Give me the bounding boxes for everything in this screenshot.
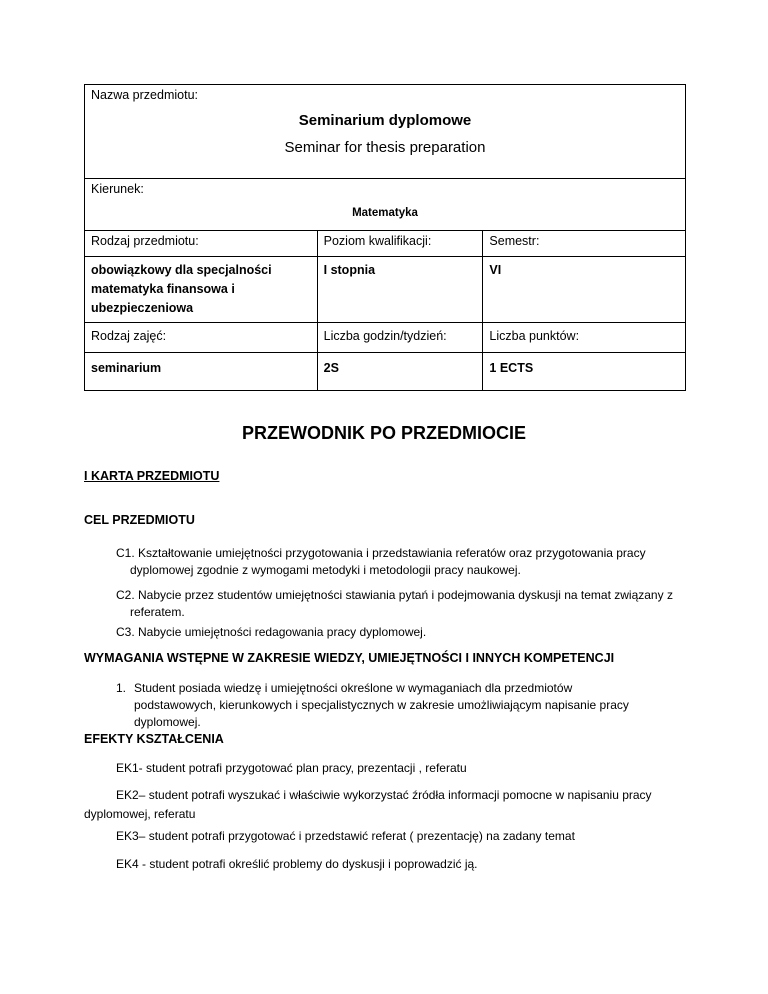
semester-value: VI xyxy=(483,257,686,323)
points-label: Liczba punktów: xyxy=(483,323,686,353)
level-label: Poziom kwalifikacji: xyxy=(317,231,483,257)
class-type-label: Rodzaj zajęć: xyxy=(85,323,318,353)
course-subtitle: Seminar for thesis preparation xyxy=(284,139,486,156)
type-label: Rodzaj przedmiotu: xyxy=(85,231,318,257)
hours-label: Liczba godzin/tydzień: xyxy=(317,323,483,353)
hours-value: 2S xyxy=(317,353,483,391)
goal-c1: C1. Kształtowanie umiejętności przygotowania i przedstawiania referatów oraz przygotowania pracy dyplomowej zgodnie z wymogami metodyki i metodologii pracy naukowej. xyxy=(116,546,646,577)
level-value: I stopnia xyxy=(317,257,483,323)
course-title: Seminarium dyplomowe xyxy=(298,112,472,129)
outcome-ek4: EK4 - student potrafi określić problemy do dyskusji i poprowadzić ją. xyxy=(116,857,478,871)
requirements-heading: WYMAGANIA WSTĘPNE W ZAKRESIE WIEDZY, UMIEJĘTNOŚCI I INNYCH KOMPETENCJI xyxy=(84,651,615,665)
semester-label: Semestr: xyxy=(483,231,686,257)
points-value: 1 ECTS xyxy=(483,353,686,391)
course-name-cell xyxy=(85,85,686,179)
goal-c2: C2. Nabycie przez studentów umiejętności stawiania pytań i podejmowania dyskusji na temat związany z referatem. xyxy=(116,588,673,619)
course-name-label: Nazwa przedmiotu: xyxy=(91,88,198,102)
major-label: Kierunek: xyxy=(91,182,144,196)
goal-c3: C3. Nabycie umiejętności redagowania pracy dyplomowej. xyxy=(116,625,427,639)
outcome-ek2: EK2– student potrafi wyszukać i właściwie wykorzystać źródła informacji pomocne w napisaniu pracy dyplomowej, referatu xyxy=(84,788,652,821)
major-value: Matematyka xyxy=(352,207,418,219)
card-heading: I KARTA PRZEDMIOTU xyxy=(84,469,220,483)
outcome-ek1: EK1- student potrafi przygotować plan pracy, prezentacji , referatu xyxy=(116,761,467,775)
requirement-number: 1. xyxy=(116,681,127,695)
class-type-value: seminarium xyxy=(85,353,318,391)
guide-heading: PRZEWODNIK PO PRZEDMIOCIE xyxy=(241,423,526,443)
type-value: obowiązkowy dla specjalności matematyka finansowa i ubezpieczeniowa xyxy=(85,257,318,323)
major-cell xyxy=(85,179,686,231)
outcomes-heading: EFEKTY KSZTAŁCENIA xyxy=(84,732,224,746)
outcome-ek3: EK3– student potrafi przygotować i przedstawić referat ( prezentację) na zadany temat xyxy=(116,829,575,843)
goal-heading: CEL PRZEDMIOTU xyxy=(84,513,195,527)
requirement-text: Student posiada wiedzę i umiejętności określone w wymaganiach dla przedmiotów podstawowych, kierunkowych i specjalistycznych w zakresie umożliwiającym napisanie pracy dyplomowej. xyxy=(134,681,629,729)
course-info-table xyxy=(84,84,686,391)
